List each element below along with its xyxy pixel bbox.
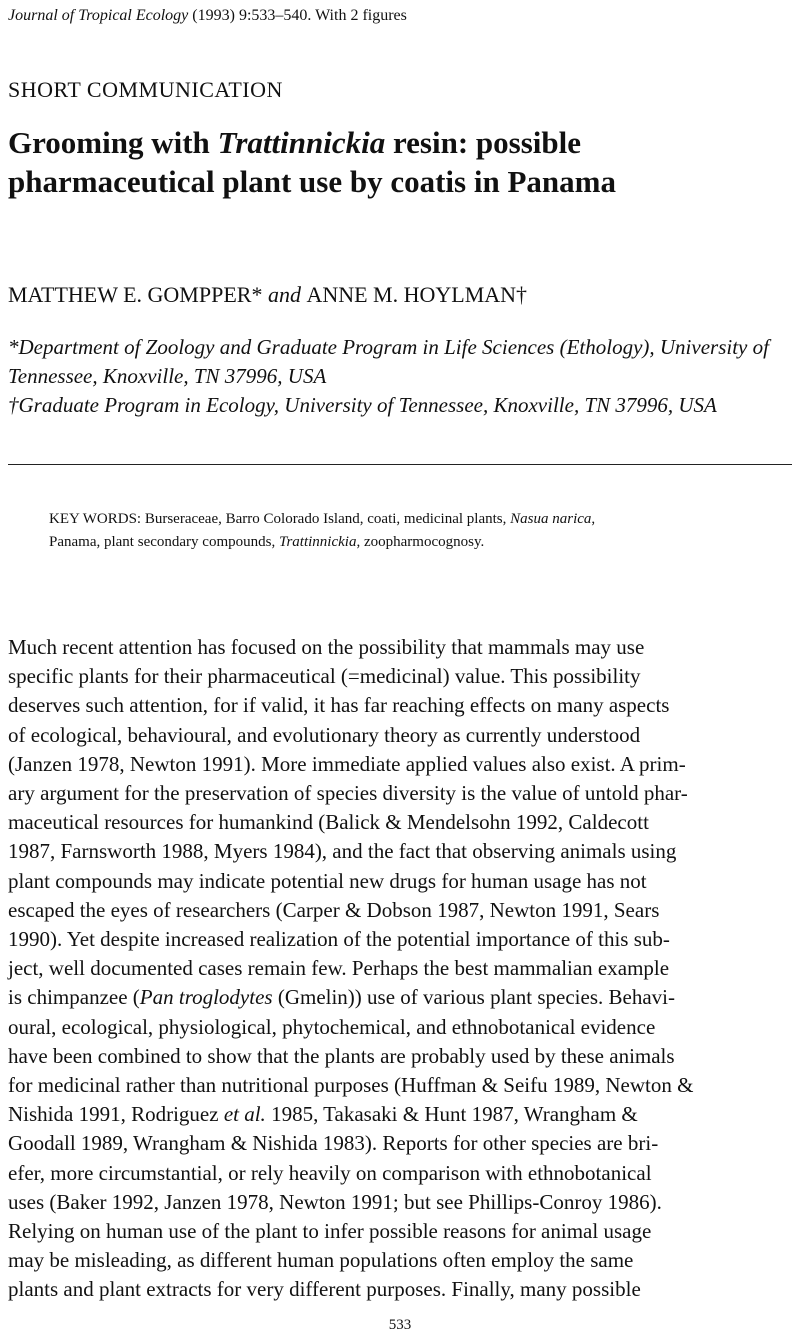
body-line: of ecological, behavioural, and evolutionary theory as currently understood <box>8 722 641 747</box>
body-line <box>8 1100 798 1129</box>
key-words-text: Panama, plant secondary compounds, <box>49 534 279 550</box>
title-text: resin: possible <box>385 125 582 160</box>
section-label: SHORT COMMUNICATION <box>8 77 283 102</box>
body-line: plant compounds may indicate potential new drugs for human usage has not <box>8 868 647 893</box>
body-line: 1987, Farnsworth 1988, Myers 1984), and the fact that observing animals using <box>8 839 677 864</box>
body-line: Goodall 1989, Wrangham & Nishida 1983). Reports for other species are bri- <box>8 1131 659 1156</box>
key-words-text: , <box>591 511 596 527</box>
body-line: deserves such attention, for if valid, it has far reaching effects on many aspects <box>8 693 670 718</box>
author-hoylman: ANNE M. HOYLMAN† <box>306 282 528 307</box>
body-text-run: 1985, Takasaki & Hunt 1987, Wrangham & <box>265 1102 638 1127</box>
key-words <box>49 508 794 554</box>
title-genus: Trattinnickia <box>217 125 386 160</box>
body-paragraph <box>8 633 798 1305</box>
body-line: oural, ecological, physiological, phytochemical, and ethnobotanical evidence <box>8 1014 656 1039</box>
body-line: efer, more circumstantial, or rely heavily on comparison with ethnobotanical <box>8 1160 652 1185</box>
body-line: for medicinal rather than nutritional purposes (Huffman & Seifu 1989, Newton & <box>8 1073 694 1098</box>
body-line: plants and plant extracts for very different purposes. Finally, many possible <box>8 1277 641 1302</box>
body-line: may be misleading, as different human populations often employ the same <box>8 1248 634 1273</box>
title-line-2: pharmaceutical plant use by coatis in Panama <box>8 164 616 199</box>
body-line: ject, well documented cases remain few. Perhaps the best mammalian example <box>8 956 670 981</box>
body-line: specific plants for their pharmaceutical (=medicinal) value. This possibility <box>8 664 641 689</box>
key-words-text: KEY WORDS: Burseraceae, Barro Colorado Island, coati, medicinal plants, <box>49 511 511 527</box>
affiliation-1-line-1: *Department of Zoology and Graduate Program in Life Sciences (Ethology), University of <box>8 335 769 359</box>
body-line: 1990). Yet despite increased realization of the potential importance of this sub- <box>8 927 670 952</box>
body-line: have been combined to show that the plants are probably used by these animals <box>8 1043 675 1068</box>
body-line: Relying on human use of the plant to infer possible reasons for animal usage <box>8 1219 652 1244</box>
et-al: et al. <box>223 1102 266 1127</box>
article-title <box>8 123 798 201</box>
affiliation-2-line-1: †Graduate Program in Ecology, University of Tennessee, Knoxville, TN 37996, USA <box>8 393 717 417</box>
journal-citation: (1993) 9:533–540. With 2 figures <box>188 7 407 24</box>
affiliation-2 <box>8 391 798 420</box>
body-text-run: is chimpanzee ( <box>8 985 140 1010</box>
species-name: Pan troglodytes <box>139 985 273 1010</box>
page-number: 533 <box>388 1317 412 1333</box>
affiliation-1-line-2: Tennessee, Knoxville, TN 37996, USA <box>8 364 327 388</box>
body-line: (Janzen 1978, Newton 1991). More immediate applied values also exist. A prim- <box>8 751 686 776</box>
header-divider <box>8 464 792 465</box>
key-words-text: , zoopharmocognosy. <box>356 534 485 550</box>
key-words-line-1 <box>49 508 794 531</box>
journal-name: Journal of Tropical Ecology <box>8 7 189 24</box>
author-gompper: MATTHEW E. GOMPPER* <box>8 282 263 307</box>
author-list <box>8 281 527 309</box>
title-line-1 <box>8 123 798 162</box>
body-line: Much recent attention has focused on the possibility that mammals may use <box>8 635 645 659</box>
body-line: escaped the eyes of researchers (Carper & Dobson 1987, Newton 1991, Sears <box>8 897 660 922</box>
body-line: maceutical resources for humankind (Balick & Mendelsohn 1992, Caldecott <box>8 810 649 835</box>
body-text-run: Nishida 1991, Rodriguez <box>8 1102 224 1127</box>
key-words-line-2 <box>49 531 794 554</box>
key-words-genus: Trattinnickia <box>278 534 357 550</box>
body-text-run: (Gmelin)) use of various plant species. Behavi- <box>272 985 675 1010</box>
body-line: uses (Baker 1992, Janzen 1978, Newton 1991; but see Phillips-Conroy 1986). <box>8 1189 662 1214</box>
running-head <box>8 6 407 26</box>
title-text: Grooming with <box>8 125 218 160</box>
body-line <box>8 983 798 1012</box>
affiliation-1 <box>8 333 798 391</box>
author-conjunction: and <box>262 282 307 307</box>
key-words-species: Nasua narica <box>510 511 592 527</box>
body-line: ary argument for the preservation of species diversity is the value of untold phar- <box>8 781 688 806</box>
